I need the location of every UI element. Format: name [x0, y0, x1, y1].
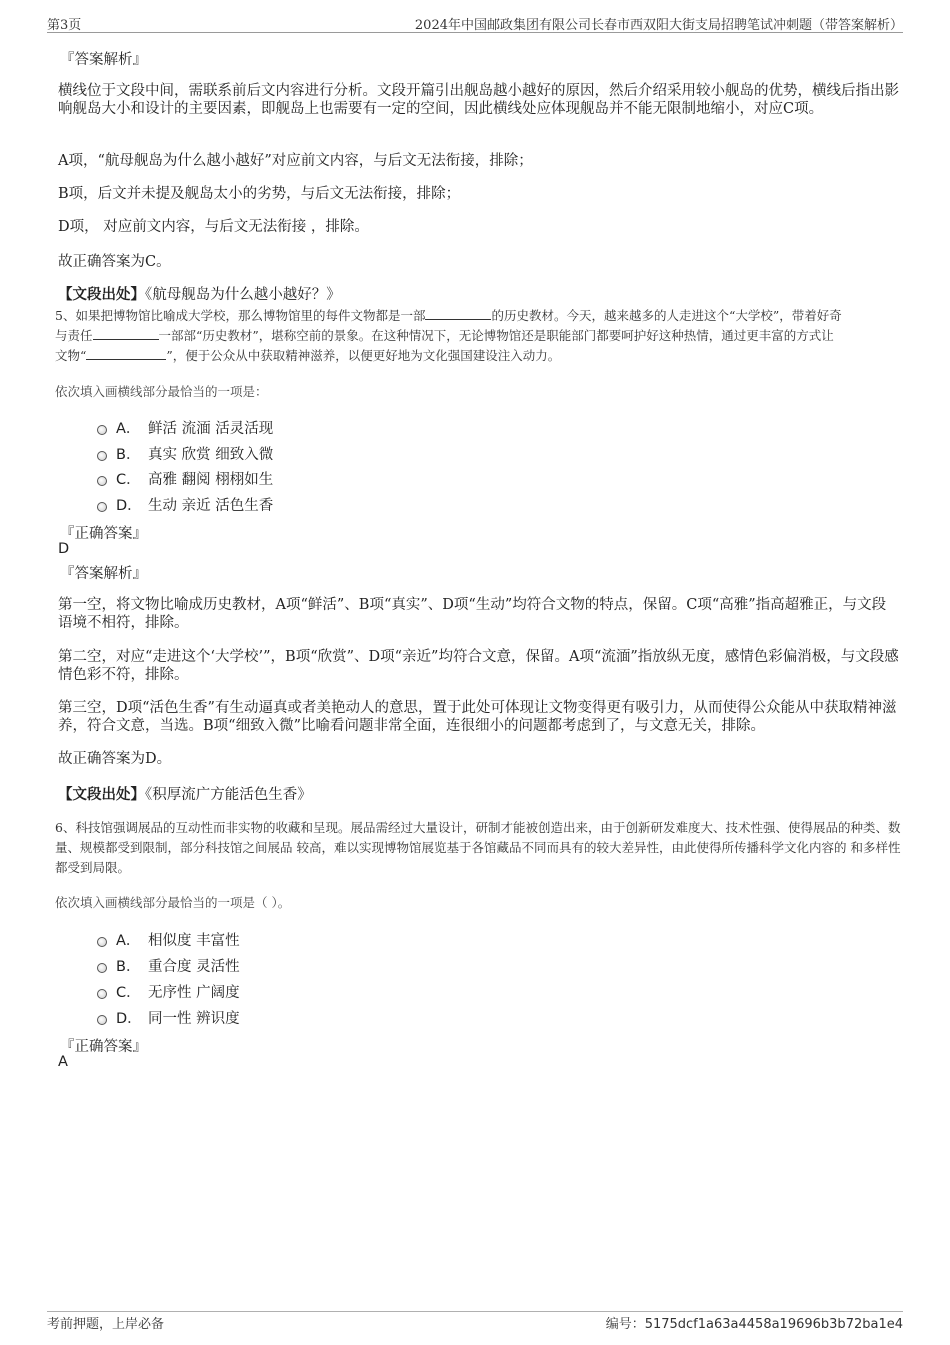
q6-prompt: 依次填入画横线部分最恰当的一项是（ ）。: [55, 895, 291, 910]
q6-option-b[interactable]: B． 重合度 灵活性: [97, 955, 240, 976]
q4-source-label: 【文段出处】: [58, 286, 145, 303]
q5-stem: 5、如果把博物馆比喻成大学校，那么博物馆里的每件文物都是一部 的历史教材。今天，越来越多的人走进这个“大学校”，带着好奇 与责任 一部部“历史教材”，堪称空前的景象。在这种情况下，无论博物馆还是职能部门都要呵护好这种热情，通过更丰富的方式让 文物“ ”，便于公众从中获取精神滋养，以便更好地为文化强国建设注入动力。: [55, 308, 842, 363]
q5-analysis-p2: 第二空，对应“走进这个‘大学校’”，B项“欣赏”、D项“亲近”均符合文意，保留。A项“流湎”指放纵无度，感情色彩偏消极，与文段感情色彩不符，排除。: [58, 649, 899, 683]
q4-analysis-option-b: B项，后文并未提及舰岛太小的劣势，与后文无法衔接，排除；: [58, 186, 461, 202]
document-title: 2024年中国邮政集团有限公司长春市西双阳大街支局招聘笔试冲刺题（带答案解析）: [414, 18, 903, 33]
radio-icon[interactable]: [97, 937, 107, 947]
q4-analysis-paragraph: 横线位于文段中间，需联系前后文内容进行分析。文段开篇引出舰岛越小越好的原因，然后介绍采用较小舰岛的优势，横线后指出影响舰岛大小和设计的主要因素，即舰岛上也需要有一定的空间，因此横线处应体现舰岛并不能无限制地缩小，对应C项。: [58, 83, 899, 117]
radio-icon[interactable]: [97, 476, 107, 486]
q5-analysis-p3: 第三空，D项“活色生香”有生动逼真或者美艳动人的意思，置于此处可体现让文物变得更有吸引力，从而使得公众能从中获取精神滋养，符合文意，当选。B项“细致入微”比喻看问题非常全面，连很细小的问题都考虑到了，与文意无关，排除。: [58, 700, 897, 734]
radio-icon[interactable]: [97, 989, 107, 999]
q4-analysis-option-d: D项， 对应前文内容，与后文无法衔接 ，排除。: [58, 219, 369, 235]
q4-source: [58, 286, 341, 304]
q5-source: [58, 786, 312, 804]
q6-correct-answer: A: [58, 1054, 68, 1070]
q5-prompt: 依次填入画横线部分最恰当的一项是：: [55, 384, 268, 399]
blank-3: [86, 347, 166, 360]
q5-analysis-label: 『答案解析』: [60, 566, 147, 582]
page-number: 第3页: [47, 18, 82, 33]
radio-icon[interactable]: [97, 451, 107, 461]
q4-analysis-label: 『答案解析』: [60, 52, 147, 68]
q5-source-label: 【文段出处】: [58, 786, 145, 803]
q6-correct-label: 『正确答案』: [60, 1039, 147, 1055]
radio-icon[interactable]: [97, 502, 107, 512]
footer-slogan: 考前押题，上岸必备: [47, 1317, 165, 1332]
document-code-value: 5175dcf1a63a4458a19696b3b72ba1e4: [644, 1317, 903, 1332]
q6-option-a[interactable]: A． 相似度 丰富性: [97, 929, 240, 950]
radio-icon[interactable]: [97, 425, 107, 435]
q5-option-b[interactable]: B． 真实 欣赏 细致入微: [97, 443, 273, 464]
document-code-label: 编号：: [605, 1317, 645, 1332]
q5-correct-label: 『正确答案』: [60, 526, 147, 542]
q5-option-c[interactable]: C． 高雅 翻阅 栩栩如生: [97, 468, 273, 489]
radio-icon[interactable]: [97, 963, 107, 973]
blank-1: [425, 307, 491, 320]
footer-divider: [47, 1311, 903, 1312]
q4-analysis-option-a: A项，“航母舰岛为什么越小越好”对应前文内容，与后文无法衔接，排除；: [58, 153, 533, 169]
q5-option-a[interactable]: A． 鲜活 流湎 活灵活现: [97, 417, 273, 438]
q5-correct-answer: D: [58, 541, 70, 557]
q5-conclusion: 故正确答案为D。: [58, 751, 172, 767]
q4-source-title: 《航母舰岛为什么越小越好？》: [145, 287, 341, 303]
q6-option-c[interactable]: C． 无序性 广阔度: [97, 981, 240, 1002]
document-code: [606, 1313, 903, 1332]
q5-option-d[interactable]: D． 生动 亲近 活色生香: [97, 494, 273, 515]
q5-analysis-p1: 第一空，将文物比喻成历史教材，A项“鲜活”、B项“真实”、D项“生动”均符合文物的特点，保留。C项“高雅”指高超雅正，与文段语境不相符，排除。: [58, 597, 887, 631]
q6-option-d[interactable]: D． 同一性 辨识度: [97, 1007, 240, 1028]
q5-source-title: 《积厚流广方能活色生香》: [145, 787, 312, 803]
radio-icon[interactable]: [97, 1015, 107, 1025]
header-divider: [47, 32, 903, 33]
blank-2: [93, 327, 159, 340]
q4-conclusion: 故正确答案为C。: [58, 254, 171, 270]
q6-stem: 6、科技馆强调展品的互动性而非实物的收藏和呈现。展品需经过大量设计，研制才能被创造出来，由于创新研发难度大、技术性强、使得展品的种类、数量、规模都受到限制，部分科技馆之间展品 较高，难以实现博物馆展览基于各馆藏品不同而具有的较大差异性，由此使得所传播科学文化内容的 和多样性都受到局限。: [55, 820, 901, 875]
